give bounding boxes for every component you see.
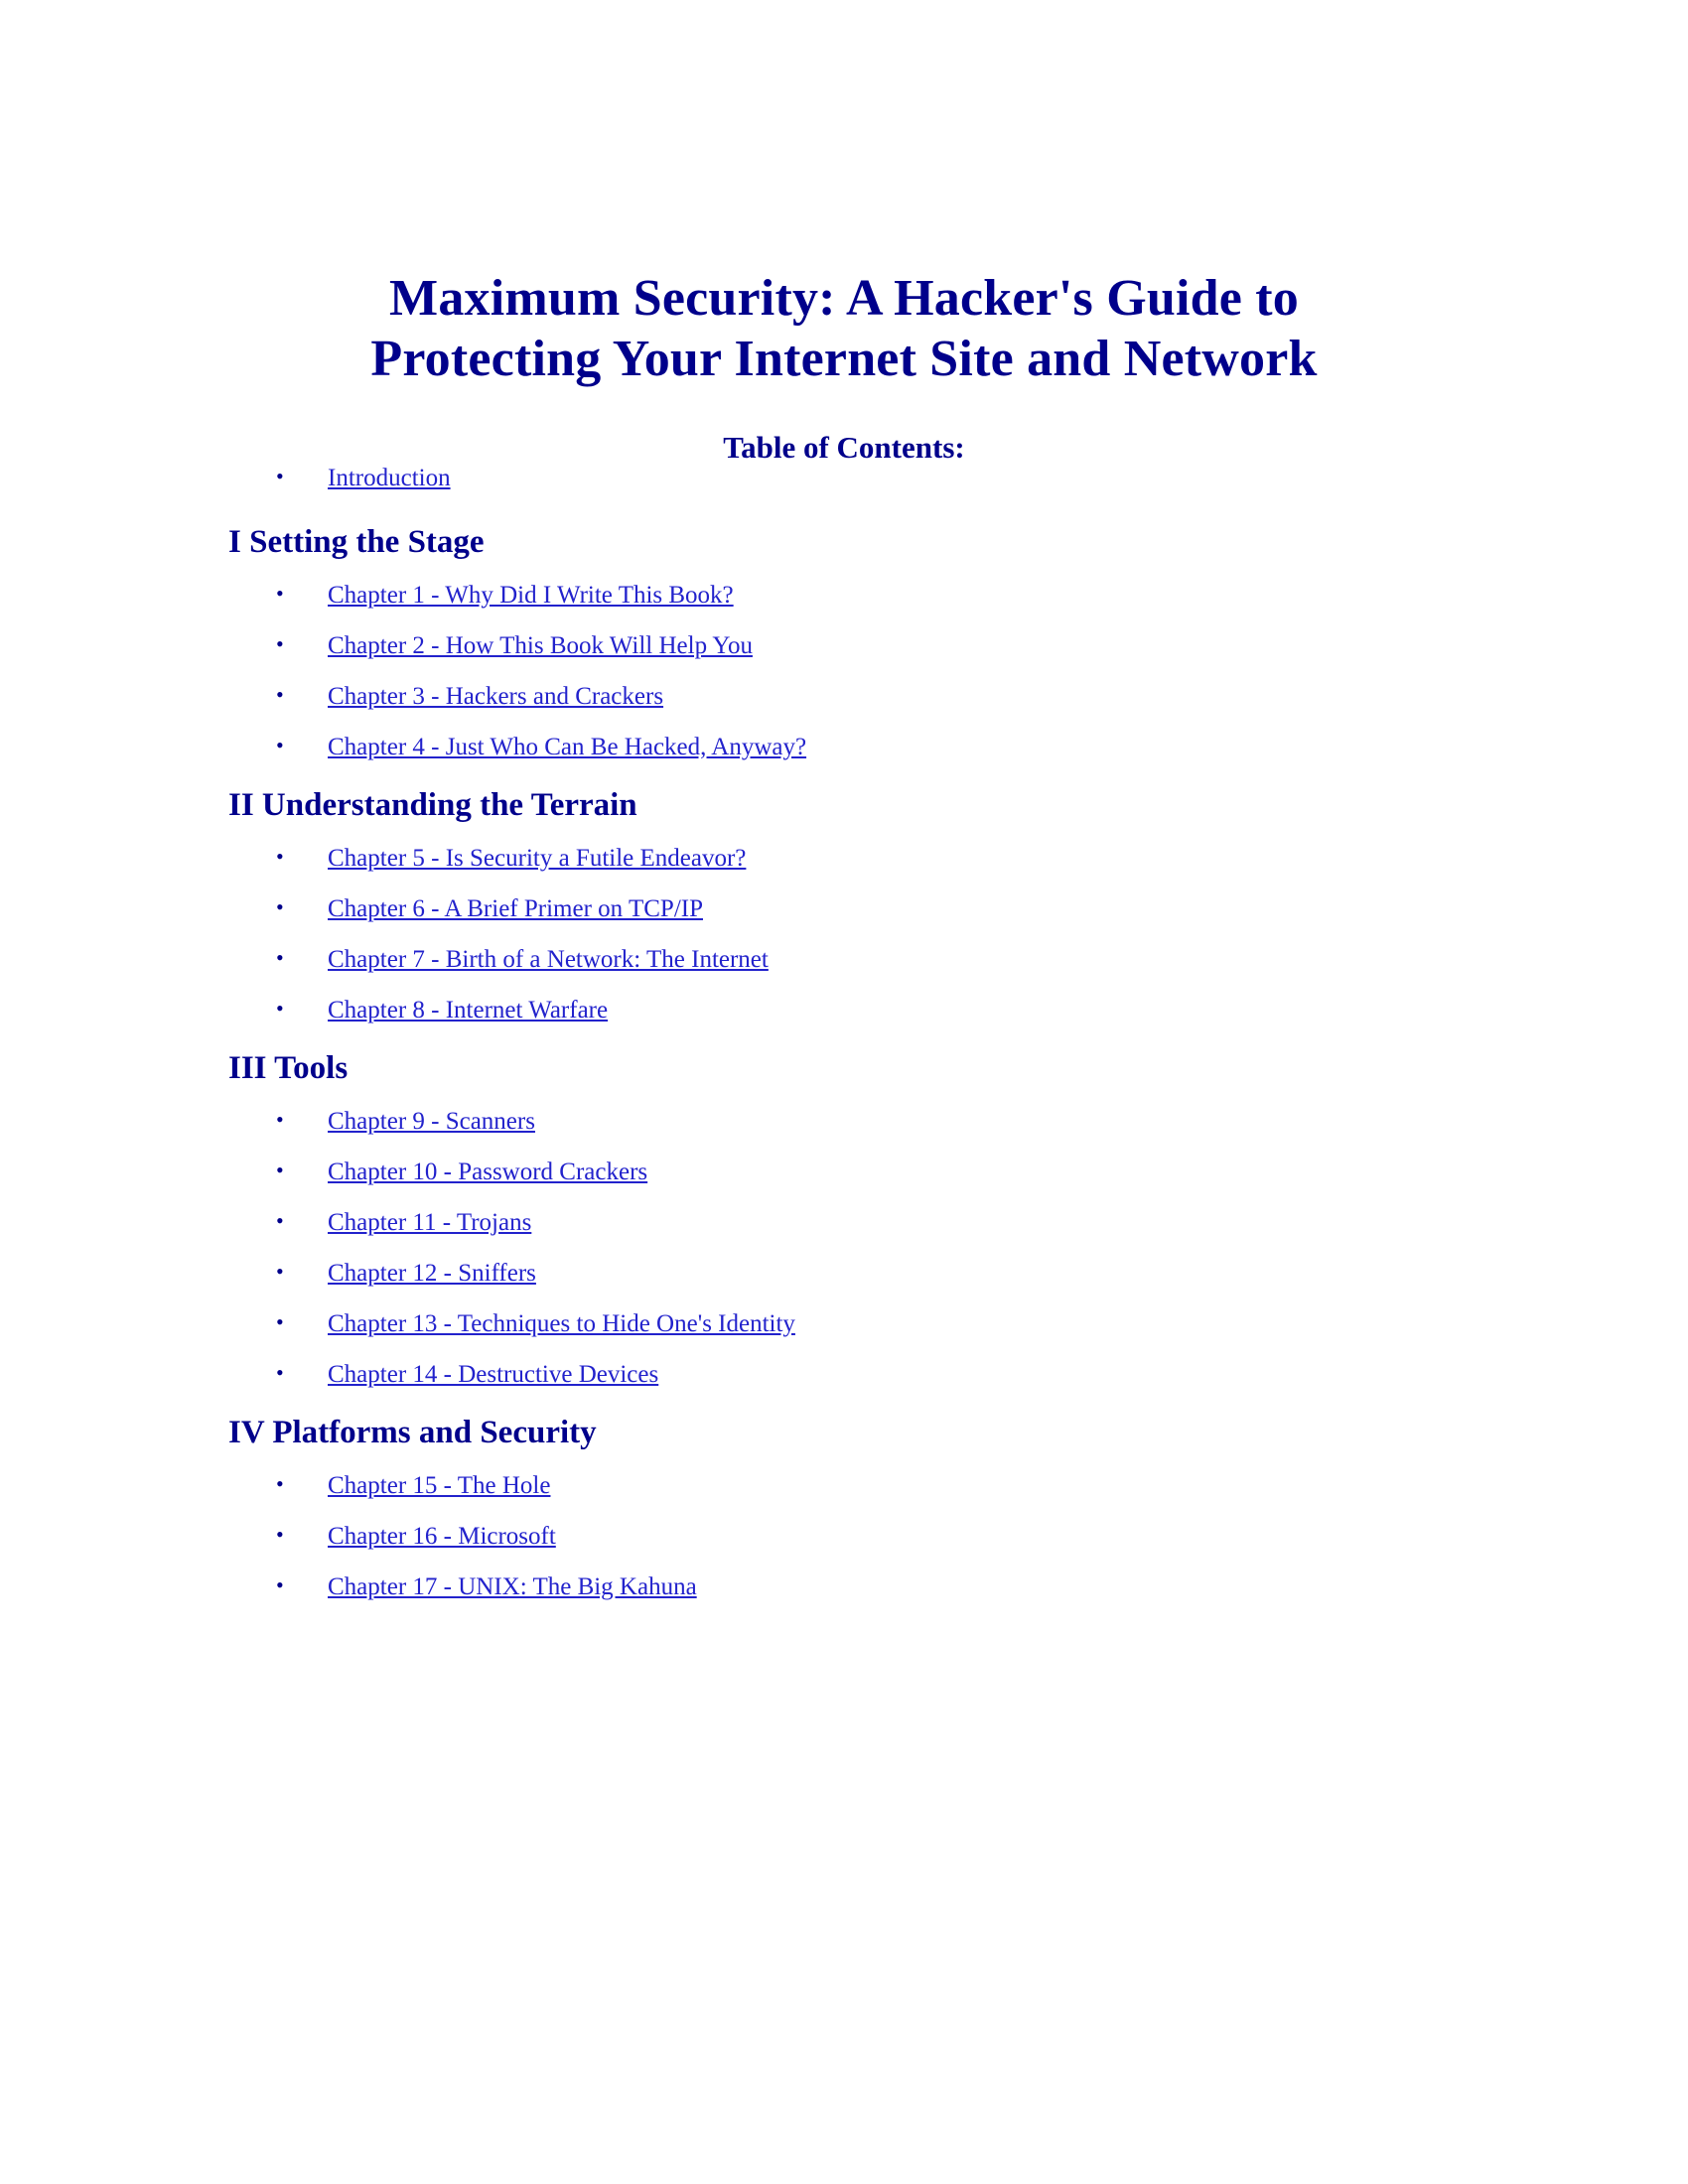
list-item [228, 843, 1460, 896]
toc-link-chapter-14[interactable]: Chapter 14 - Destructive Devices [328, 1360, 659, 1388]
toc-chapter-list-3 [228, 1106, 1460, 1388]
bullet-icon: • [276, 1207, 284, 1233]
part-heading-3: III Tools [228, 1049, 349, 1086]
bullet-icon: • [276, 1521, 284, 1547]
list-item [228, 732, 1460, 760]
toc-link-chapter-3[interactable]: Chapter 3 - Hackers and Crackers [328, 682, 664, 710]
list-item [228, 1258, 1460, 1311]
bullet-icon: • [276, 893, 284, 919]
toc-intro-list [228, 463, 1460, 496]
bullet-icon: • [276, 681, 284, 707]
list-item [228, 681, 1460, 735]
list-item [228, 1157, 1460, 1210]
bullet-icon: • [276, 944, 284, 970]
toc-link-chapter-16[interactable]: Chapter 16 - Microsoft [328, 1522, 556, 1550]
toc-chapter-list-1 [228, 580, 1460, 760]
bullet-icon: • [276, 843, 284, 869]
toc-link-introduction[interactable]: Introduction [328, 464, 451, 491]
toc-link-chapter-5[interactable]: Chapter 5 - Is Security a Futile Endeavor? [328, 844, 747, 872]
toc-link-chapter-8[interactable]: Chapter 8 - Internet Warfare [328, 996, 609, 1024]
list-item [228, 463, 1460, 496]
toc-link-chapter-17[interactable]: Chapter 17 - UNIX: The Big Kahuna [328, 1572, 697, 1600]
part-heading-4: IV Platforms and Security [228, 1414, 597, 1450]
bullet-icon: • [276, 1571, 284, 1597]
bullet-icon: • [276, 463, 284, 488]
bullet-icon: • [276, 630, 284, 656]
toc-link-chapter-2[interactable]: Chapter 2 - How This Book Will Help You [328, 631, 753, 659]
list-item [228, 1521, 1460, 1574]
page-title: Maximum Security: A Hacker's Guide to Protecting Your Internet Site and Network [370, 270, 1318, 388]
toc-link-chapter-4[interactable]: Chapter 4 - Just Who Can Be Hacked, Anyway? [328, 733, 807, 760]
bullet-icon: • [276, 1106, 284, 1132]
list-item [228, 893, 1460, 947]
toc-link-chapter-13[interactable]: Chapter 13 - Techniques to Hide One's Identity [328, 1309, 795, 1337]
toc-link-chapter-10[interactable]: Chapter 10 - Password Crackers [328, 1158, 648, 1185]
toc-link-chapter-15[interactable]: Chapter 15 - The Hole [328, 1471, 551, 1499]
bullet-icon: • [276, 1470, 284, 1496]
list-item [228, 1308, 1460, 1362]
toc-chapter-list-2 [228, 843, 1460, 1024]
bullet-icon: • [276, 732, 284, 757]
table-of-contents-heading: Table of Contents: [723, 429, 965, 465]
bullet-icon: • [276, 1157, 284, 1182]
list-item [228, 1470, 1460, 1524]
toc-link-chapter-1[interactable]: Chapter 1 - Why Did I Write This Book? [328, 581, 734, 609]
part-heading-2: II Understanding the Terrain [228, 786, 637, 823]
toc-link-chapter-6[interactable]: Chapter 6 - A Brief Primer on TCP/IP [328, 894, 703, 922]
list-item [228, 1106, 1460, 1160]
toc-link-chapter-7[interactable]: Chapter 7 - Birth of a Network: The Internet [328, 945, 769, 973]
list-item [228, 944, 1460, 998]
bullet-icon: • [276, 1308, 284, 1334]
toc-link-chapter-11[interactable]: Chapter 11 - Trojans [328, 1208, 532, 1236]
list-item [228, 1571, 1460, 1600]
toc-link-chapter-9[interactable]: Chapter 9 - Scanners [328, 1107, 535, 1135]
list-item [228, 995, 1460, 1024]
bullet-icon: • [276, 995, 284, 1021]
toc-chapter-list-4 [228, 1470, 1460, 1600]
list-item [228, 1359, 1460, 1388]
bullet-icon: • [276, 580, 284, 606]
list-item [228, 580, 1460, 633]
list-item [228, 1207, 1460, 1261]
list-item [228, 630, 1460, 684]
bullet-icon: • [276, 1359, 284, 1385]
bullet-icon: • [276, 1258, 284, 1284]
part-heading-1: I Setting the Stage [228, 523, 485, 560]
toc-link-chapter-12[interactable]: Chapter 12 - Sniffers [328, 1259, 536, 1287]
